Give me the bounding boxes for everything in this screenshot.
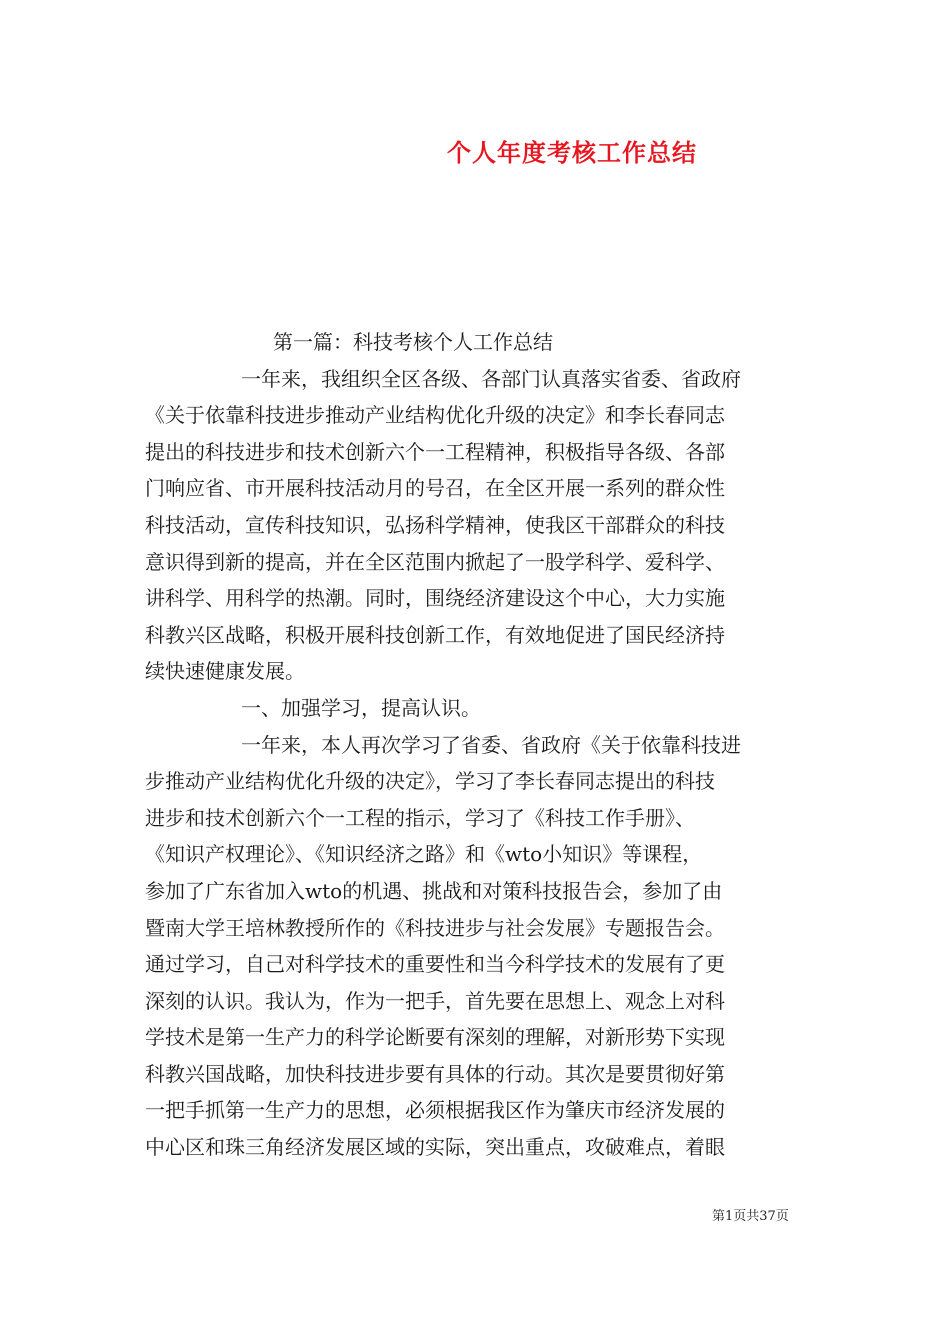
paragraph-line: 步推动产业结构优化升级的决定》，学习了李长春同志提出的科技	[145, 769, 715, 794]
subsection-heading: 一、加强学习，提高认识。	[241, 695, 481, 720]
paragraph-line: 暨南大学王培林教授所作的《科技进步与社会发展》专题报告会。	[145, 915, 725, 940]
paragraph-line: 通过学习，自己对科学技术的重要性和当今科学技术的发展有了更	[145, 952, 725, 977]
paragraph-line: 深刻的认识。我认为，作为一把手，首先要在思想上、观念上对科	[145, 988, 725, 1013]
paragraph-line: 意识得到新的提高，并在全区范围内掀起了一股学科学、爱科学、	[145, 549, 725, 574]
paragraph-line: 参加了广东省加入wto的机遇、挑战和对策科技报告会，参加了由	[145, 878, 723, 903]
paragraph-line: 进步和技术创新六个一工程的指示，学习了《科技工作手册》、	[145, 805, 695, 830]
document-title: 个人年度考核工作总结	[447, 138, 697, 167]
paragraph-line: 续快速健康发展。	[145, 659, 305, 684]
paragraph-line: 学技术是第一生产力的科学论断要有深刻的理解，对新形势下实现	[145, 1025, 725, 1050]
page-number: 第1页共37页	[712, 1209, 789, 1224]
paragraph-line: 讲科学、用科学的热潮。同时，围绕经济建设这个中心，大力实施	[145, 586, 725, 611]
paragraph-line: 一年来，我组织全区各级、各部门认真落实省委、省政府	[241, 366, 741, 391]
paragraph-line: 《关于依靠科技进步推动产业结构优化升级的决定》和李长春同志	[145, 403, 725, 428]
paragraph-line: 科技活动，宣传科技知识，弘扬科学精神，使我区干部群众的科技	[145, 512, 725, 537]
paragraph-line: 一把手抓第一生产力的思想，必须根据我区作为肇庆市经济发展的	[145, 1098, 725, 1123]
section-heading: 第一篇：科技考核个人工作总结	[273, 330, 553, 354]
paragraph-line: 科教兴区战略，积极开展科技创新工作，有效地促进了国民经济持	[145, 622, 725, 647]
document-body	[145, 324, 807, 1166]
paragraph-line: 一年来，本人再次学习了省委、省政府《关于依靠科技进	[241, 732, 741, 757]
paragraph-line: 科教兴国战略，加快科技进步要有具体的行动。其次是要贯彻好第	[145, 1061, 725, 1086]
paragraph-line: 门响应省、市开展科技活动月的号召，在全区开展一系列的群众性	[145, 476, 725, 501]
paragraph-line: 提出的科技进步和技术创新六个一工程精神，积极指导各级、各部	[145, 439, 725, 464]
paragraph-line: 中心区和珠三角经济发展区域的实际，突出重点，攻破难点，着眼	[145, 1135, 725, 1160]
paragraph-line: 《知识产权理论》、《知识经济之路》和《wto小知识》等课程，	[145, 842, 703, 867]
